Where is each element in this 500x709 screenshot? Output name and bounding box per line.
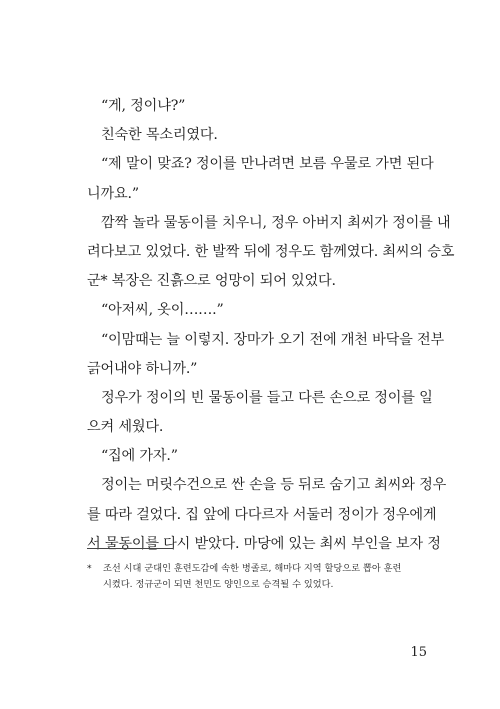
footnote-text	[103, 561, 427, 593]
text-line: 니까요.”	[87, 185, 139, 202]
footnote-line: 시켰다. 정규군이 되면 천민도 양인으로 승격될 수 있었다.	[103, 579, 334, 590]
text-line: 를 따라 걸었다. 집 앞에 다다르자 서둘러 정이가 정우에게	[87, 506, 437, 523]
footnote-marker: *	[87, 563, 92, 574]
body-text	[87, 92, 455, 559]
text-line: 서 물동이를 다시 받았다. 마당에 있는 최씨 부인을 보자 정	[87, 535, 441, 552]
text-line: 깜짝 놀라 물동이를 치우니, 정우 아버지 최씨가 정이를 내	[101, 214, 451, 231]
text-line: 으켜 세웠다.	[87, 419, 164, 436]
text-line: 정이는 머릿수건으로 싼 손을 등 뒤로 숨기고 최씨와 정우	[101, 477, 447, 494]
text-line: “집에 가자.”	[101, 448, 178, 465]
text-line: “게, 정이냐?”	[101, 98, 186, 114]
footnote-line: 조선 시대 군대인 훈련도감에 속한 병졸로, 해마다 지역 할당으로 뽑아 훈련	[103, 563, 402, 574]
text-line: 긁어내야 하니까.”	[87, 360, 198, 377]
text-line: “이맘때는 늘 이렇지. 장마가 오기 전에 개천 바닥을 전부	[101, 331, 444, 348]
text-line: 군* 복장은 진흙으로 엉망이 되어 있었다.	[87, 273, 336, 290]
footnote	[87, 561, 427, 593]
footnote-divider	[87, 548, 173, 549]
page-number: 15	[410, 645, 427, 660]
text-line: “아저씨, 옷이…….”	[101, 302, 224, 319]
text-line: 려다보고 있었다. 한 발짝 뒤에 정우도 함께였다. 최씨의 승호	[87, 243, 455, 260]
text-line: 친숙한 목소리였다.	[101, 127, 218, 144]
text-line: 정우가 정이의 빈 물동이를 들고 다른 손으로 정이를 일	[101, 389, 433, 406]
text-line: “제 말이 맞죠? 정이를 만나려면 보름 우물로 가면 된다	[101, 156, 434, 173]
